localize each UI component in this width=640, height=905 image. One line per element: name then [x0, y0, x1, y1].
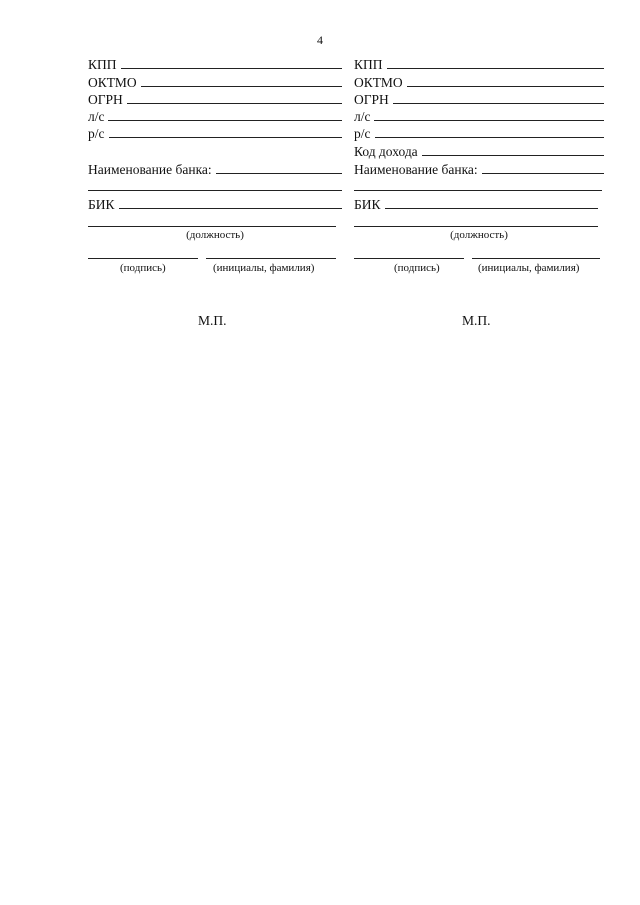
- oktmo-blank: [141, 86, 342, 87]
- oktmo-field: [88, 74, 342, 89]
- bik-label: БИК: [354, 197, 381, 212]
- rs-field: [354, 125, 604, 140]
- signature-caption: (подпись): [120, 262, 166, 274]
- bank-name-blank-2: [354, 190, 602, 191]
- bik-label: БИК: [88, 197, 115, 212]
- kpp-field: [354, 56, 604, 71]
- bik-blank: [119, 208, 342, 209]
- kpp-blank: [121, 68, 342, 69]
- position-blank: [88, 226, 336, 227]
- rs-blank: [109, 137, 343, 138]
- oktmo-blank: [407, 86, 604, 87]
- rs-label: р/с: [88, 126, 105, 141]
- bik-field: [88, 196, 342, 211]
- bank-name-label: Наименование банка:: [88, 162, 212, 177]
- bank-name-field: [88, 161, 342, 176]
- rs-blank: [375, 137, 605, 138]
- kpp-blank: [387, 68, 604, 69]
- kpp-field: [88, 56, 342, 71]
- signature-caption: (подпись): [394, 262, 440, 274]
- bank-name-blank-2: [88, 190, 342, 191]
- bank-name-blank: [216, 173, 342, 174]
- left-stamp-mark: М.П.: [198, 313, 227, 328]
- name-caption: (инициалы, фамилия): [213, 262, 315, 274]
- bank-name-blank: [482, 173, 604, 174]
- signature-blank: [354, 258, 464, 259]
- income-code-label: Код дохода: [354, 144, 418, 159]
- oktmo-label: ОКТМО: [354, 75, 403, 90]
- bik-blank: [385, 208, 598, 209]
- oktmo-field: [354, 74, 604, 89]
- signature-blank: [88, 258, 198, 259]
- ogrn-blank: [127, 103, 342, 104]
- name-blank: [206, 258, 336, 259]
- ogrn-field: [88, 91, 342, 106]
- kpp-label: КПП: [88, 57, 117, 72]
- rs-label: р/с: [354, 126, 371, 141]
- name-blank: [472, 258, 600, 259]
- position-blank: [354, 226, 598, 227]
- position-caption: (должность): [450, 229, 508, 241]
- income-code-field: [354, 143, 604, 158]
- ls-blank: [108, 120, 342, 121]
- ogrn-blank: [393, 103, 604, 104]
- ls-label: л/с: [354, 109, 371, 124]
- kpp-label: КПП: [354, 57, 383, 72]
- income-code-blank: [422, 155, 604, 156]
- bank-name-field: [354, 161, 604, 176]
- page-number: 4: [317, 33, 323, 47]
- oktmo-label: ОКТМО: [88, 75, 137, 90]
- rs-field: [88, 125, 342, 140]
- ls-field: [88, 108, 342, 123]
- right-stamp-mark: М.П.: [462, 313, 491, 328]
- bank-name-label: Наименование банка:: [354, 162, 478, 177]
- ls-blank: [374, 120, 604, 121]
- ogrn-label: ОГРН: [88, 92, 123, 107]
- ls-label: л/с: [88, 109, 105, 124]
- ogrn-field: [354, 91, 604, 106]
- bik-field: [354, 196, 598, 211]
- ls-field: [354, 108, 604, 123]
- name-caption: (инициалы, фамилия): [478, 262, 580, 274]
- position-caption: (должность): [186, 229, 244, 241]
- ogrn-label: ОГРН: [354, 92, 389, 107]
